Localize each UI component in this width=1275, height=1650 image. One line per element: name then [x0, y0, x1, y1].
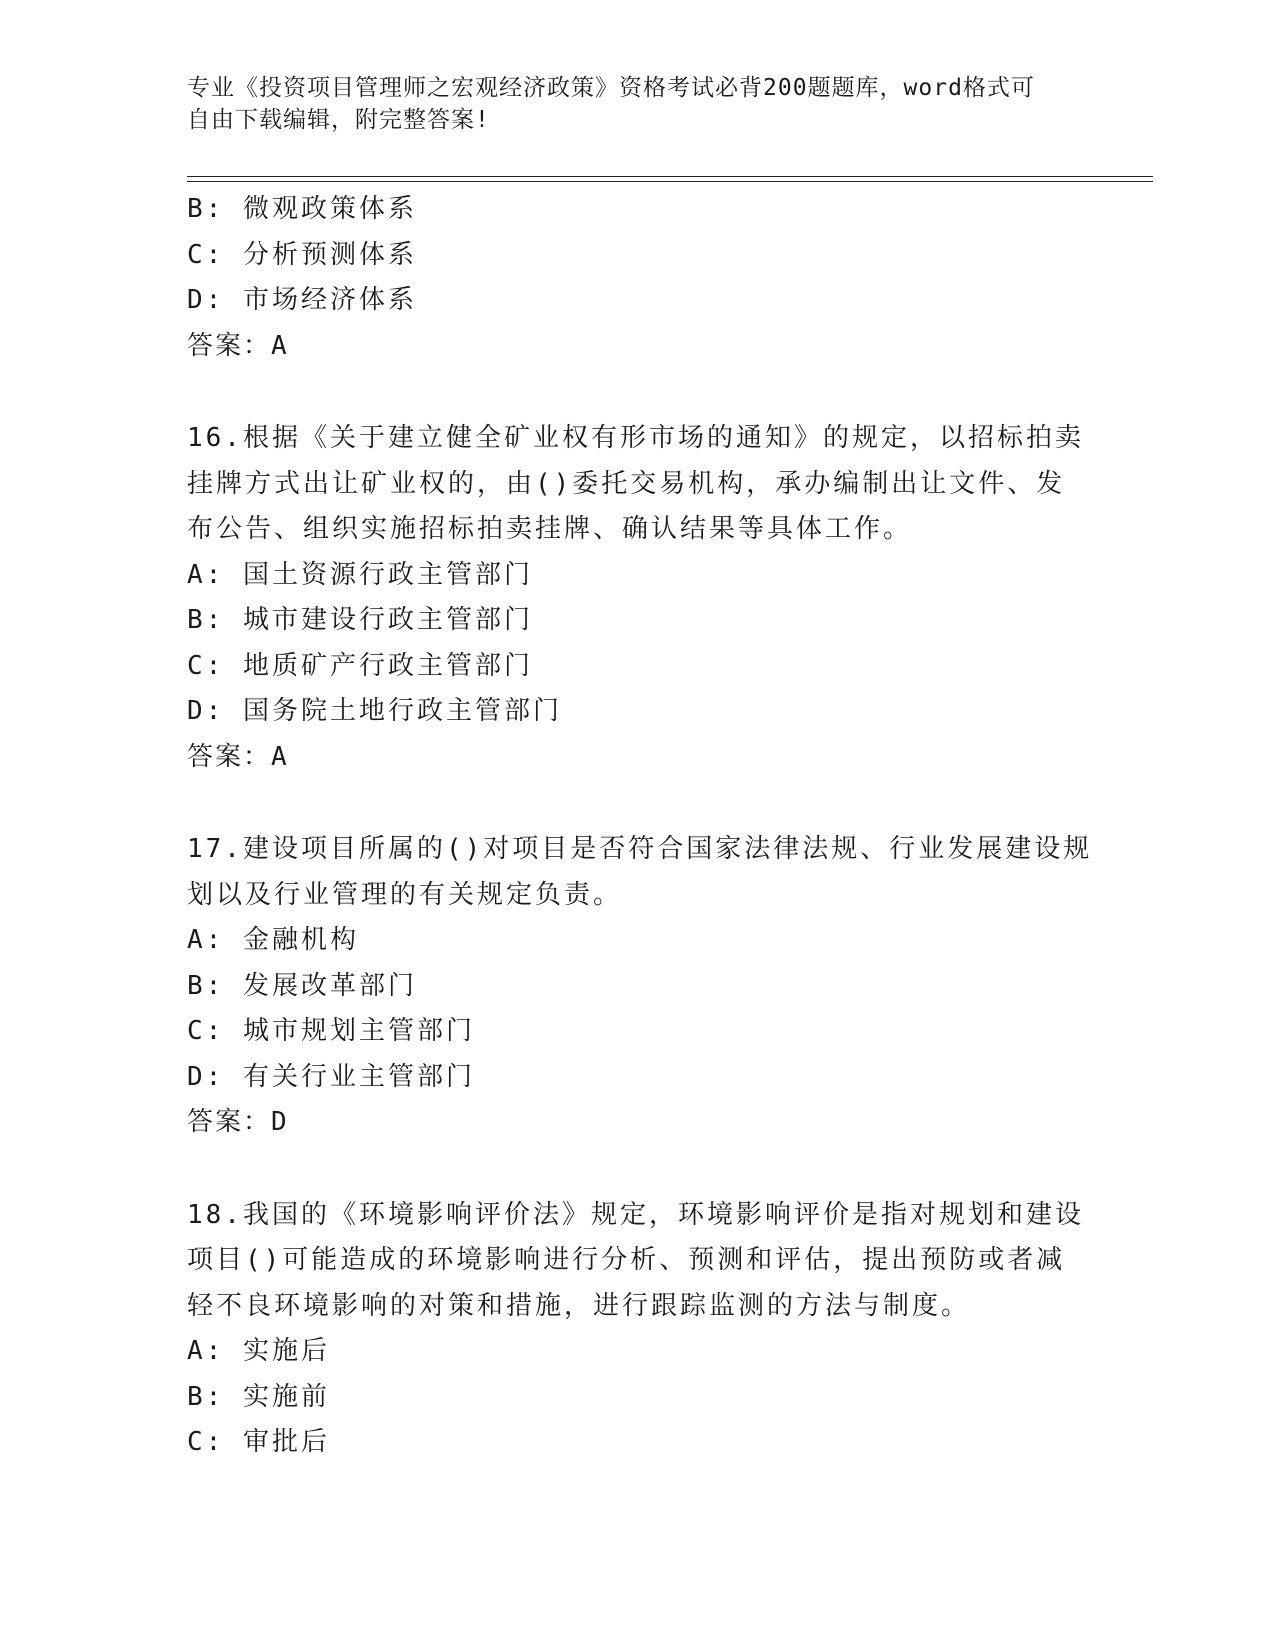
question-16 [187, 416, 1087, 780]
option-b: B: 城市建设行政主管部门 [187, 605, 533, 635]
question-stem-line: 16.根据《关于建立健全矿业权有形市场的通知》的规定，以招标拍卖 [187, 423, 1084, 453]
option-c: C: 审批后 [187, 1427, 330, 1457]
question-stem-line: 布公告、组织实施招标拍卖挂牌、确认结果等具体工作。 [187, 514, 913, 544]
question-stem-line: 18.我国的《环境影响评价法》规定，环境影响评价是指对规划和建设 [187, 1199, 1084, 1230]
option-b: B: 微观政策体系 [187, 194, 417, 224]
option-b: B: 发展改革部门 [187, 970, 417, 1001]
option-d: D: 国务院土地行政主管部门 [187, 696, 562, 726]
question-gap [187, 369, 1087, 416]
answer: 答案：A [187, 330, 289, 361]
question-stem-line: 项目()可能造成的环境影响进行分析、预测和评估，提出预防或者减 [187, 1245, 1066, 1275]
question-stem-line: 轻不良环境影响的对策和措施，进行跟踪监测的方法与制度。 [187, 1290, 971, 1321]
header-line-2: 自由下载编辑，附完整答案! [187, 107, 490, 133]
question-gap [187, 780, 1087, 827]
option-a: A: 国土资源行政主管部门 [187, 559, 533, 590]
question-gap [187, 1146, 1087, 1193]
question-stem-line: 划以及行业管理的有关规定负责。 [187, 879, 623, 910]
option-d: D: 有关行业主管部门 [187, 1061, 475, 1092]
header-divider-top [187, 176, 1153, 177]
option-c: C: 城市规划主管部门 [187, 1016, 475, 1046]
header-line-1: 专业《投资项目管理师之宏观经济政策》资格考试必背200题题库，word格式可 [187, 75, 1035, 101]
answer: 答案：D [187, 1107, 289, 1137]
option-a: A: 金融机构 [187, 925, 359, 955]
question-list [187, 187, 1093, 1466]
question-stem-line: 挂牌方式出让矿业权的，由()委托交易机构，承办编制出让文件、发 [187, 468, 1066, 499]
answer: 答案：A [187, 741, 289, 772]
option-b: B: 实施前 [187, 1381, 330, 1412]
question-17 [187, 827, 1093, 1146]
option-c: C: 地质矿产行政主管部门 [187, 650, 533, 681]
question-15-continued [187, 187, 1087, 369]
question-18 [187, 1193, 1087, 1466]
page-header [187, 72, 1067, 136]
option-d: D: 市场经济体系 [187, 285, 417, 315]
option-c: C: 分析预测体系 [187, 239, 417, 270]
header-divider-bottom [187, 181, 1153, 182]
option-a: A: 实施后 [187, 1336, 330, 1366]
question-stem-line: 17.建设项目所属的()对项目是否符合国家法律法规、行业发展建设规 [187, 834, 1093, 864]
